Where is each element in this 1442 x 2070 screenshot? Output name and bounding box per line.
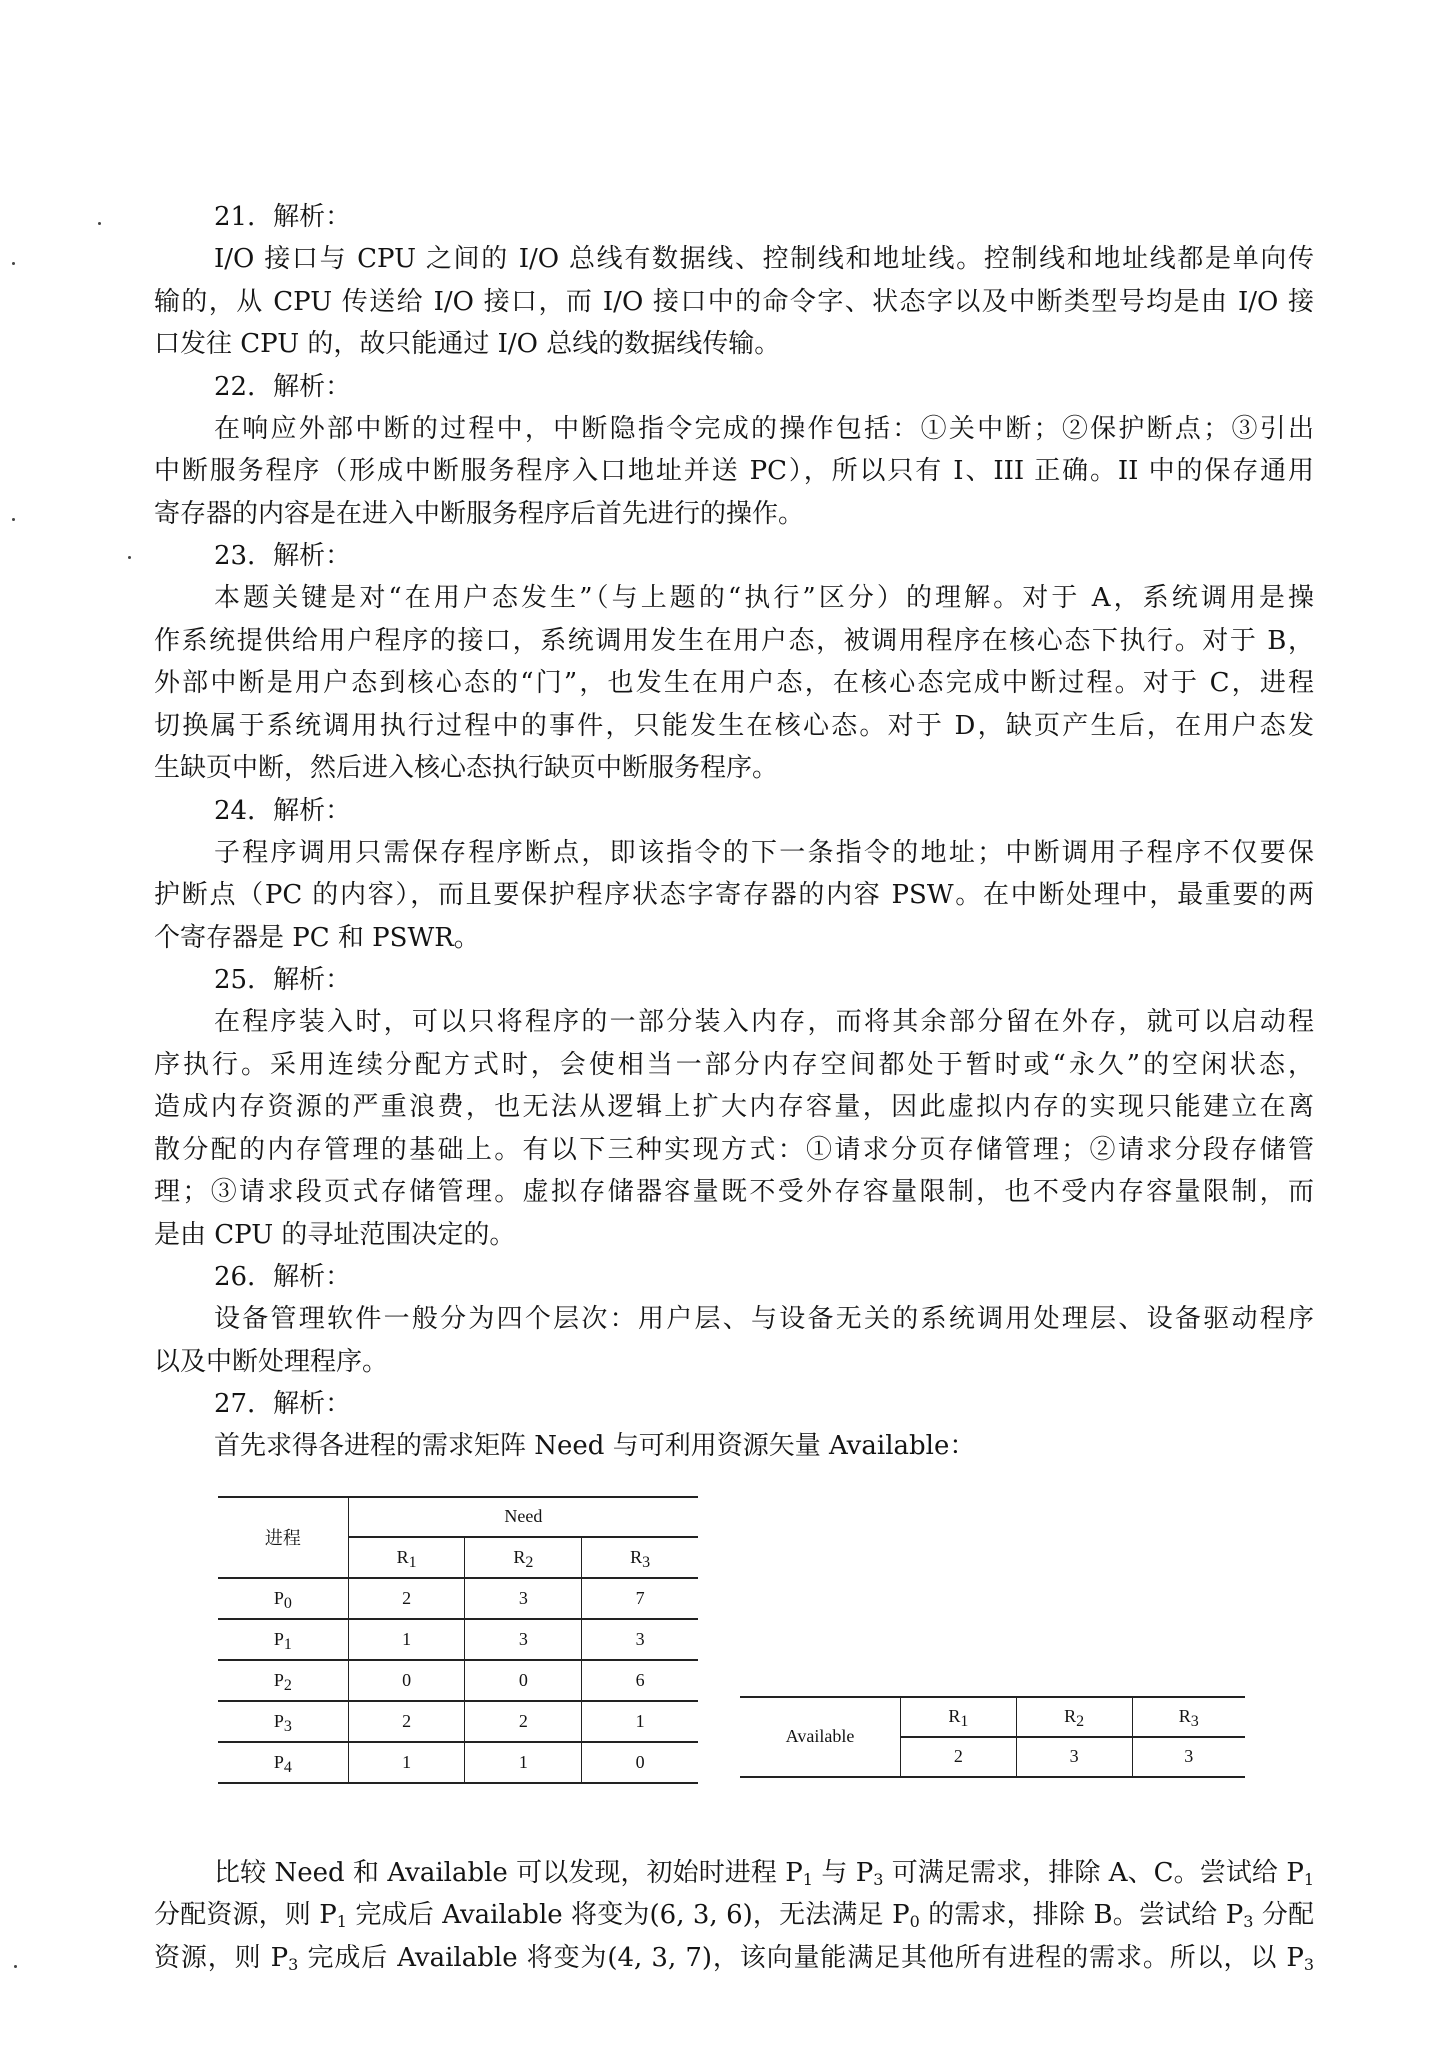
- process-cell: $P_0$: [218, 1578, 348, 1619]
- tables-area: [154, 1496, 1314, 1826]
- section-heading: 21．解析：: [214, 202, 352, 232]
- need-col-header: $R_3$: [582, 1537, 698, 1578]
- available-col-header: $R_3$: [1132, 1697, 1245, 1737]
- paragraph-line: 在响应外部中断的过程中，中断隐指令完成的操作包括：①关中断；②保护断点；③引出: [214, 413, 1314, 444]
- need-value-cell: 7: [582, 1578, 698, 1619]
- paragraph-line: 以及中断处理程序。: [154, 1346, 389, 1377]
- available-value: 3: [1132, 1737, 1245, 1777]
- table-row: [218, 1578, 698, 1619]
- paragraph-line: 切换属于系统调用执行过程中的事件，只能发生在核心态。对于 D，缺页产生后，在用户态发: [154, 710, 1314, 741]
- need-value-cell: 6: [582, 1660, 698, 1701]
- paragraph-line: 中断服务程序（形成中断服务程序入口地址并送 PC），所以只有 I、III 正确。II 中的保存通用: [154, 456, 1314, 486]
- available-col-header: $R_2$: [1016, 1697, 1132, 1737]
- paragraph-line: 护断点（PC 的内容），而且要保护程序状态字寄存器的内容 PSW。在中断处理中，最重要的两: [154, 880, 1314, 910]
- available-value: 3: [1016, 1737, 1132, 1777]
- section-heading: 24．解析：: [214, 795, 352, 826]
- available-vector-table: [740, 1696, 1245, 1778]
- process-cell: $P_3$: [218, 1701, 348, 1742]
- need-value-cell: 3: [465, 1619, 582, 1660]
- available-value: 2: [901, 1737, 1017, 1777]
- section-paragraph: [154, 1425, 1314, 1468]
- scan-speck: [12, 518, 15, 521]
- table-row: [218, 1701, 698, 1742]
- available-label: Available: [740, 1697, 901, 1777]
- paragraph-line: 生缺页中断，然后进入核心态执行缺页中断服务程序。: [154, 753, 779, 783]
- need-value-cell: 0: [348, 1660, 465, 1701]
- section-paragraph: [154, 832, 1314, 960]
- need-group-header: Need: [348, 1497, 698, 1537]
- paragraph-line: 设备管理软件一般分为四个层次：用户层、与设备无关的系统调用处理层、设备驱动程序: [214, 1304, 1314, 1334]
- section-heading: 27．解析：: [214, 1389, 352, 1419]
- paragraph-line: 序执行。采用连续分配方式时，会使相当一部分内存空间都处于暂时或“永久”的空闲状态，: [154, 1049, 1314, 1080]
- paragraph-line: 输的，从 CPU 传送给 I/O 接口，而 I/O 接口中的命令字、状态字以及中断类型号均是由 I/O 接: [154, 286, 1314, 317]
- solution-sections: [154, 196, 1314, 1468]
- section-paragraph: [154, 1298, 1314, 1383]
- scan-speck: [12, 262, 15, 265]
- closing-line: 比较 Need 和 Available 可以发现，初始时进程 $P_1$ 与 $P_3$ 可满足需求，排除 A、C。尝试给 $P_1$: [214, 1857, 1314, 1889]
- section-heading: 26．解析：: [214, 1262, 352, 1292]
- closing-paragraph: [154, 1852, 1314, 1980]
- paragraph-line: 造成内存资源的严重浪费，也无法从逻辑上扩大内存容量，因此虚拟内存的实现只能建立在离: [154, 1092, 1314, 1122]
- section-heading: 25．解析：: [214, 965, 352, 995]
- need-value-cell: 1: [348, 1619, 465, 1660]
- paragraph-line: 口发往 CPU 的，故只能通过 I/O 总线的数据线传输。: [154, 329, 781, 359]
- section-paragraph: [154, 238, 1314, 366]
- section-paragraph: [154, 408, 1314, 536]
- need-value-cell: 0: [582, 1742, 698, 1783]
- table-row: [218, 1742, 698, 1783]
- need-col-header: $R_2$: [465, 1537, 582, 1578]
- paragraph-line: 寄存器的内容是在进入中断服务程序后首先进行的操作。: [154, 498, 805, 529]
- paragraph-line: 子程序调用只需保存程序断点，即该指令的下一条指令的地址；中断调用子程序不仅要保: [214, 837, 1314, 868]
- need-matrix-table: [218, 1496, 698, 1784]
- need-value-cell: 2: [348, 1578, 465, 1619]
- section-paragraph: [154, 1001, 1314, 1256]
- paragraph-line: 首先求得各进程的需求矩阵 Need 与可利用资源矢量 Available：: [214, 1431, 976, 1461]
- available-col-header: $R_1$: [901, 1697, 1017, 1737]
- need-value-cell: 1: [465, 1742, 582, 1783]
- need-value-cell: 0: [465, 1660, 582, 1701]
- scan-speck: [98, 222, 101, 225]
- need-value-cell: 3: [582, 1619, 698, 1660]
- section-heading: 22．解析：: [214, 371, 352, 402]
- process-cell: $P_4$: [218, 1742, 348, 1783]
- paragraph-line: 个寄存器是 PC 和 PSWR。: [154, 922, 480, 953]
- section-paragraph: [154, 577, 1314, 790]
- paragraph-line: 外部中断是用户态到核心态的“门”，也发生在用户态，在核心态完成中断过程。对于 C，进程: [154, 668, 1314, 698]
- need-value-cell: 1: [348, 1742, 465, 1783]
- paragraph-line: 本题关键是对“在用户态发生”（与上题的“执行”区分）的理解。对于 A，系统调用是操: [214, 583, 1314, 613]
- closing-line: 资源，则 $P_3$ 完成后 Available 将变为(4, 3, 7)，该向量能满足其他所有进程的需求。所以，以 $P_3$: [154, 1942, 1315, 1974]
- scan-speck: [14, 1965, 17, 1968]
- document-page: [154, 196, 1314, 1979]
- table-row: [218, 1619, 698, 1660]
- need-col-header: $R_1$: [348, 1537, 465, 1578]
- paragraph-line: 散分配的内存管理的基础上。有以下三种实现方式：①请求分页存储管理；②请求分段存储管: [154, 1134, 1314, 1165]
- need-value-cell: 2: [348, 1701, 465, 1742]
- closing-line: 分配资源，则 $P_1$ 完成后 Available 将变为(6, 3, 6)，无法满足 $P_0$ 的需求，排除 B。尝试给 $P_3$ 分配: [154, 1900, 1314, 1931]
- section-heading: 23．解析：: [214, 541, 352, 571]
- process-cell: $P_2$: [218, 1660, 348, 1701]
- need-value-cell: 1: [582, 1701, 698, 1742]
- scan-speck: [128, 556, 131, 559]
- paragraph-line: 作系统提供给用户程序的接口，系统调用发生在用户态，被调用程序在核心态下执行。对于 B，: [154, 625, 1314, 656]
- need-proc-header: 进程: [218, 1497, 348, 1578]
- paragraph-line: 是由 CPU 的寻址范围决定的。: [154, 1219, 516, 1250]
- paragraph-line: 理；③请求段页式存储管理。虚拟存储器容量既不受外存容量限制，也不受内存容量限制，而: [154, 1177, 1314, 1207]
- table-row: [218, 1660, 698, 1701]
- paragraph-line: 在程序装入时，可以只将程序的一部分装入内存，而将其余部分留在外存，就可以启动程: [214, 1007, 1314, 1037]
- paragraph-line: I/O 接口与 CPU 之间的 I/O 总线有数据线、控制线和地址线。控制线和地址线都是单向传: [214, 244, 1314, 274]
- process-cell: $P_1$: [218, 1619, 348, 1660]
- need-value-cell: 3: [465, 1578, 582, 1619]
- need-value-cell: 2: [465, 1701, 582, 1742]
